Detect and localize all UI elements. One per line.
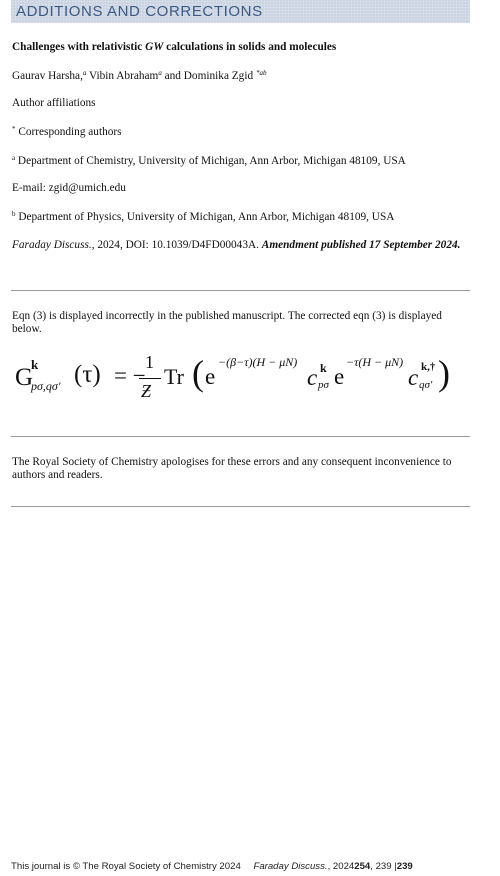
- apology-text: The Royal Society of Chemistry apologises for these errors and any consequent inconvenience to authors and readers.: [12, 456, 452, 481]
- exponent-2: −τ(H − μN): [346, 355, 404, 369]
- exponent-1: −(β−τ)(H − μN): [218, 355, 298, 369]
- correction-intro-text: Eqn (3) is displayed incorrectly in the published manuscript. The corrected eqn (3) is displayed below.: [12, 310, 442, 335]
- volume-number: 254: [354, 861, 371, 872]
- copyright-notice: This journal is © The Royal Society of Chemistry 2024: [11, 861, 241, 872]
- open-paren: (: [192, 353, 204, 393]
- close-paren: ): [438, 353, 450, 393]
- corresponding-authors-note: * Corresponding authors: [12, 125, 122, 138]
- affiliation-b: $^b$ Department of Physics, University of Michigan, Ann Arbor, Michigan 48109, USA: [12, 210, 395, 223]
- affiliations-heading: Author affiliations: [12, 97, 96, 109]
- equation-argument: (τ): [74, 361, 101, 388]
- trace-operator: Tr: [164, 364, 184, 389]
- citation: [12, 238, 474, 252]
- author-list: Gaurav Harsha,$^a$ Vibin Abraham$^a$ and Dominika Zgid $^{*ab}$: [12, 69, 267, 82]
- amendment-date: Amendment published 17 September 2024.: [261, 239, 461, 251]
- author-name: Vibin Abraham: [86, 70, 159, 82]
- equation-lhs: G: [15, 364, 34, 391]
- corrected-equation-3: G k pσ,qσ′ (τ) = − 1 Ƶ Tr ( e −(β−τ)(H − μN) c k pσ e −τ(H − μN) c k,† qσ′ ): [15, 352, 450, 401]
- divider: [11, 290, 470, 291]
- footer-journal: Faraday Discuss.: [253, 861, 328, 872]
- author-name: and Dominika Zgid: [161, 70, 256, 82]
- affiliation-a: $^a$ Department of Chemistry, University of Michigan, Ann Arbor, Michigan 48109, USA: [12, 154, 406, 167]
- divider: [11, 506, 470, 507]
- author-name: Gaurav Harsha,: [12, 70, 83, 82]
- section-header-bar: [11, 0, 470, 23]
- page-footer: This journal is © The Royal Society of Chemistry 2024 Faraday Discuss., 2024254, 239 |239: [11, 861, 413, 872]
- page-number: 239: [396, 861, 413, 872]
- section-title: ADDITIONS AND CORRECTIONS: [16, 3, 263, 20]
- corresponding-email[interactable]: E-mail: zgid@umich.edu: [12, 182, 126, 194]
- fraction-denominator: Ƶ: [141, 381, 152, 401]
- article-title[interactable]: Challenges with relativistic GW calculations in solids and molecules: [12, 41, 337, 53]
- fraction-numerator: 1: [145, 352, 154, 372]
- journal-name: Faraday Discuss.: [12, 239, 92, 251]
- divider: [11, 436, 470, 437]
- fraction-bar: [139, 378, 161, 379]
- doi-text[interactable]: , 2024, DOI: 10.1039/D4FD00043A.: [91, 239, 262, 251]
